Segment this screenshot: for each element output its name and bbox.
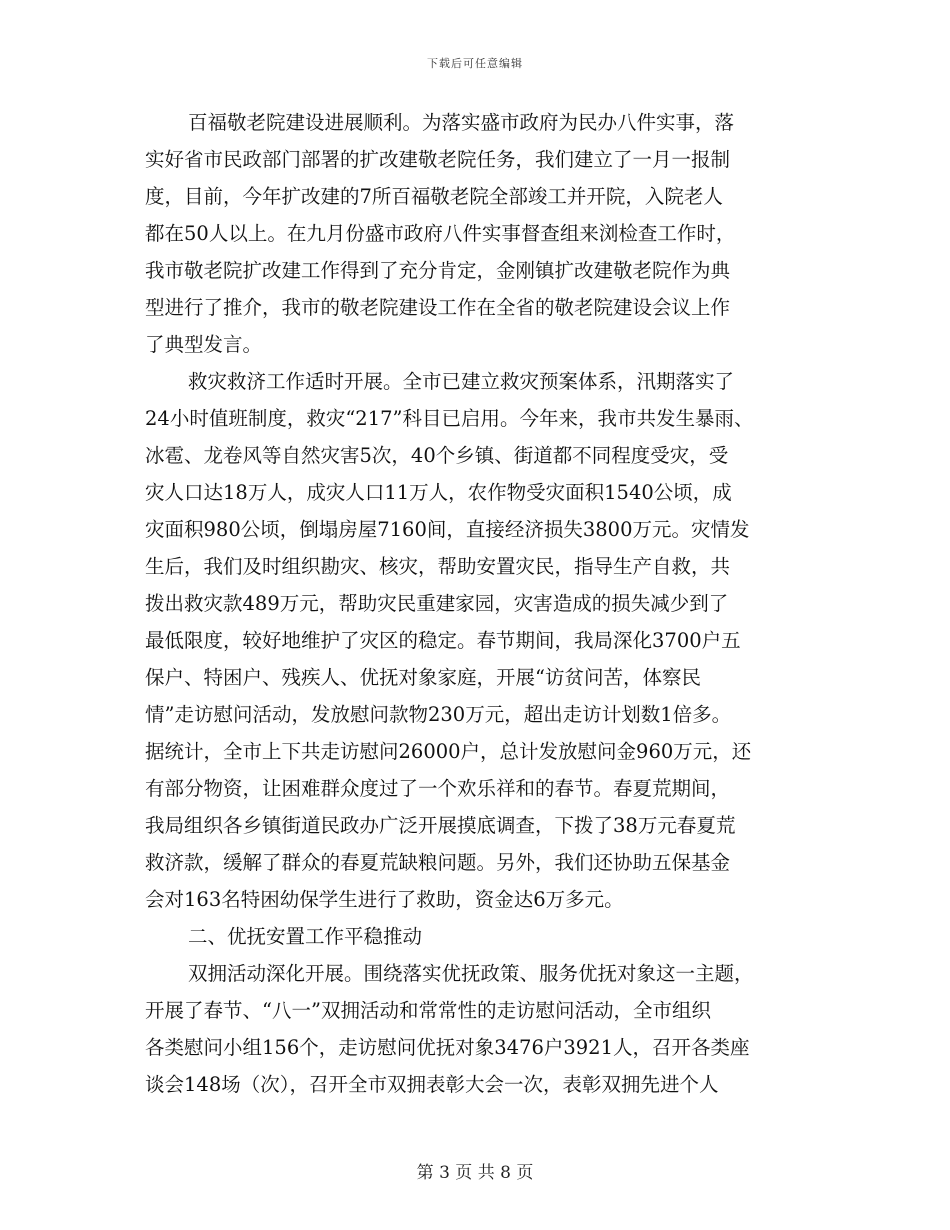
text-line: 度，目前，今年扩改建的7所百福敬老院全部竣工并开院，入院老人	[145, 185, 723, 208]
text-line: 都在50人以上。在九月份盛市政府八件实事督查组来浏检查工作时，	[145, 222, 736, 245]
text-line: 开展了春节、“八一”双拥活动和常常性的走访慰问活动，全市组织	[145, 999, 711, 1022]
page-number: 第 3 页 共 8 页	[416, 1163, 534, 1183]
text-line: 冰雹、龙卷风等自然灾害5次，40个乡镇、街道都不同程度受灾，受	[145, 444, 729, 467]
text-line: 百福敬老院建设进展顺利。为落实盛市政府为民办八件实事，落	[188, 111, 735, 134]
section-heading: 二、优抚安置工作平稳推动	[188, 925, 423, 948]
text-line: 双拥活动深化开展。围绕落实优抚政策、服务优抚对象这一主题，	[188, 962, 754, 985]
text-line: 救济款，缓解了群众的春夏荒缺粮问题。另外，我们还协助五保基金	[145, 851, 731, 874]
text-line: 救灾救济工作适时开展。全市已建立救灾预案体系，汛期落实了	[188, 370, 735, 393]
text-line: 会对163名特困幼保学生进行了救助，资金达6万多元。	[145, 888, 624, 911]
document-body	[145, 104, 815, 1103]
page-header: 下载后可任意编辑	[427, 57, 523, 70]
text-line: 据统计，全市上下共走访慰问26000户，总计发放慰问金960万元，还	[145, 740, 752, 763]
text-line: 我局组织各乡镇街道民政办广泛开展摸底调查，下拨了38万元春夏荒	[145, 814, 736, 837]
text-line: 保户、特困户、残疾人、优抚对象家庭，开展“访贫问苦，体察民	[145, 666, 701, 689]
text-line: 实好省市民政部门部署的扩改建敬老院任务，我们建立了一月一报制	[145, 148, 731, 171]
text-line: 各类慰问小组156个，走访慰问优抚对象3476户3921人，召开各类座	[145, 1036, 750, 1059]
text-line: 了典型发言。	[145, 333, 263, 356]
text-line: 谈会148场（次），召开全市双拥表彰大会一次，表彰双拥先进个人	[145, 1073, 719, 1096]
text-line: 生后，我们及时组织勘灾、核灾，帮助安置灾民，指导生产自救，共	[145, 555, 731, 578]
text-line: 灾面积980公顷，倒塌房屋7160间，直接经济损失3800万元。灾情发	[145, 518, 750, 541]
text-line: 灾人口达18万人，成灾人口11万人，农作物受灾面积1540公顷，成	[145, 481, 732, 504]
text-line: 拨出救灾款489万元，帮助灾民重建家园，灾害造成的损失减少到了	[145, 592, 729, 615]
text-line: 我市敬老院扩改建工作得到了充分肯定，金刚镇扩改建敬老院作为典	[145, 259, 731, 282]
text-line: 最低限度，较好地维护了灾区的稳定。春节期间，我局深化3700户五	[145, 629, 741, 652]
text-line: 情”走访慰问活动，发放慰问款物230万元，超出走访计划数1倍多。	[145, 703, 732, 726]
text-line: 型进行了推介，我市的敬老院建设工作在全省的敬老院建设会议上作	[145, 296, 731, 319]
text-line: 有部分物资，让困难群众度过了一个欢乐祥和的春节。春夏荒期间，	[145, 777, 731, 800]
text-line: 24小时值班制度，救灾“217”科目已启用。今年来，我市共发生暴雨、	[145, 407, 754, 430]
